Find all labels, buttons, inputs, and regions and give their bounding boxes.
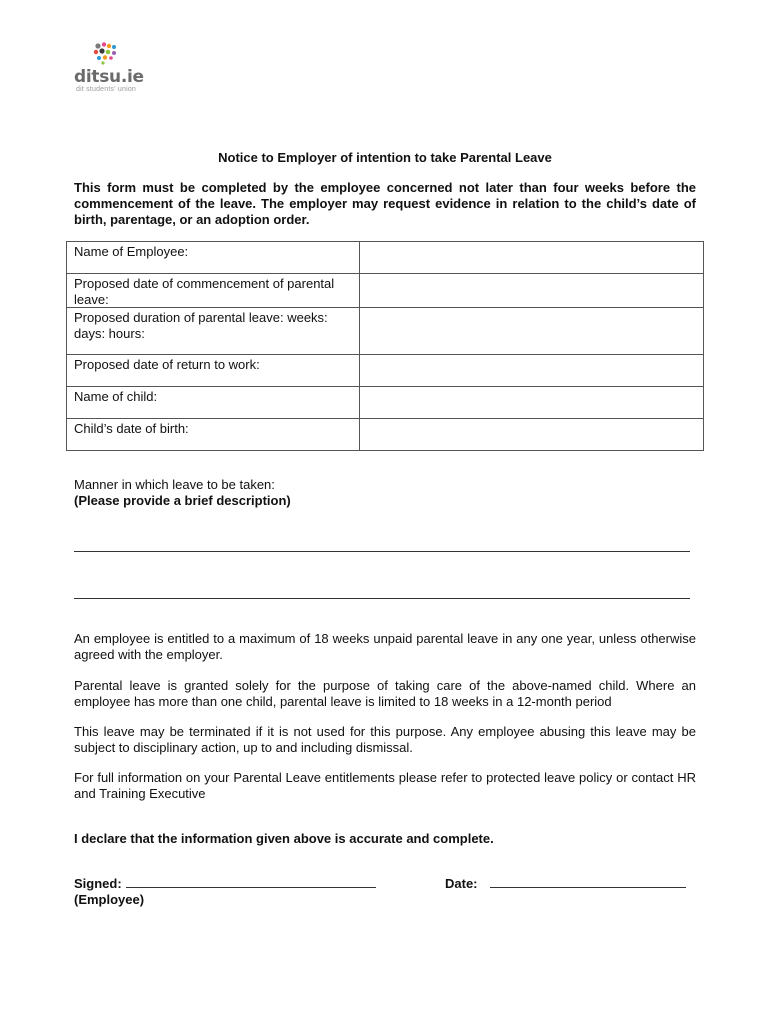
row-label-return-date: Proposed date of return to work: <box>67 355 360 387</box>
signature-block <box>74 876 376 908</box>
date-label: Date: <box>445 876 478 891</box>
declaration-text: I declare that the information given above is accurate and complete. <box>74 831 494 846</box>
manner-label: Manner in which leave to be taken: <box>74 477 275 492</box>
row-label-commencement-date: Proposed date of commencement of parental leave: <box>67 274 360 308</box>
commencement-date-field[interactable] <box>360 274 704 308</box>
employee-name-field[interactable] <box>360 242 704 274</box>
description-line-2[interactable] <box>74 598 690 599</box>
child-name-field[interactable] <box>360 387 704 419</box>
child-dob-field[interactable] <box>360 419 704 451</box>
row-label-leave-duration: Proposed duration of parental leave: weeks: days: hours: <box>67 308 360 355</box>
employee-details-table <box>66 241 704 451</box>
description-line-1[interactable] <box>74 551 690 552</box>
return-date-field[interactable] <box>360 355 704 387</box>
table-row <box>67 308 704 355</box>
leave-duration-field[interactable] <box>360 308 704 355</box>
employee-label: (Employee) <box>74 892 145 907</box>
signed-label: Signed: <box>74 876 122 891</box>
table-row <box>67 242 704 274</box>
logo-name: ditsu.ie <box>74 67 144 87</box>
table-row <box>67 355 704 387</box>
termination-paragraph: This leave may be terminated if it is not used for this purpose. Any employee abusing this leave may be subject to disciplinary action, up to and including dismissal. <box>74 724 696 755</box>
row-label-child-name: Name of child: <box>67 387 360 419</box>
table-row <box>67 419 704 451</box>
logo-tagline: dit students' union <box>76 86 137 93</box>
row-label-child-dob: Child’s date of birth: <box>67 419 360 451</box>
manner-instruction: (Please provide a brief description) <box>74 493 291 508</box>
date-block <box>445 876 686 891</box>
more-info-paragraph: For full information on your Parental Leave entitlements please refer to protected leave policy or contact HR and Training Executive <box>74 770 696 801</box>
form-intro: This form must be completed by the employee concerned not later than four weeks before the commencement of the leave. The employer may request evidence in relation to the child’s date of birth, parentage, or an adoption order. <box>74 180 696 227</box>
logo-dots-icon <box>92 42 122 66</box>
entitlement-paragraph: An employee is entitled to a maximum of 18 weeks unpaid parental leave in any one year, unless otherwise agreed with the employer. <box>74 631 696 662</box>
row-label-employee-name: Name of Employee: <box>67 242 360 274</box>
date-line[interactable] <box>490 876 686 888</box>
ditsu-logo <box>74 42 154 98</box>
table-row <box>67 274 704 308</box>
form-title: Notice to Employer of intention to take Parental Leave <box>218 150 552 165</box>
signature-line[interactable] <box>126 876 376 888</box>
purpose-paragraph: Parental leave is granted solely for the purpose of taking care of the above-named child. Where an employee has more than one child, parental leave is limited to 18 weeks in a 12-month period <box>74 678 696 709</box>
table-row <box>67 387 704 419</box>
manner-section <box>74 477 291 509</box>
